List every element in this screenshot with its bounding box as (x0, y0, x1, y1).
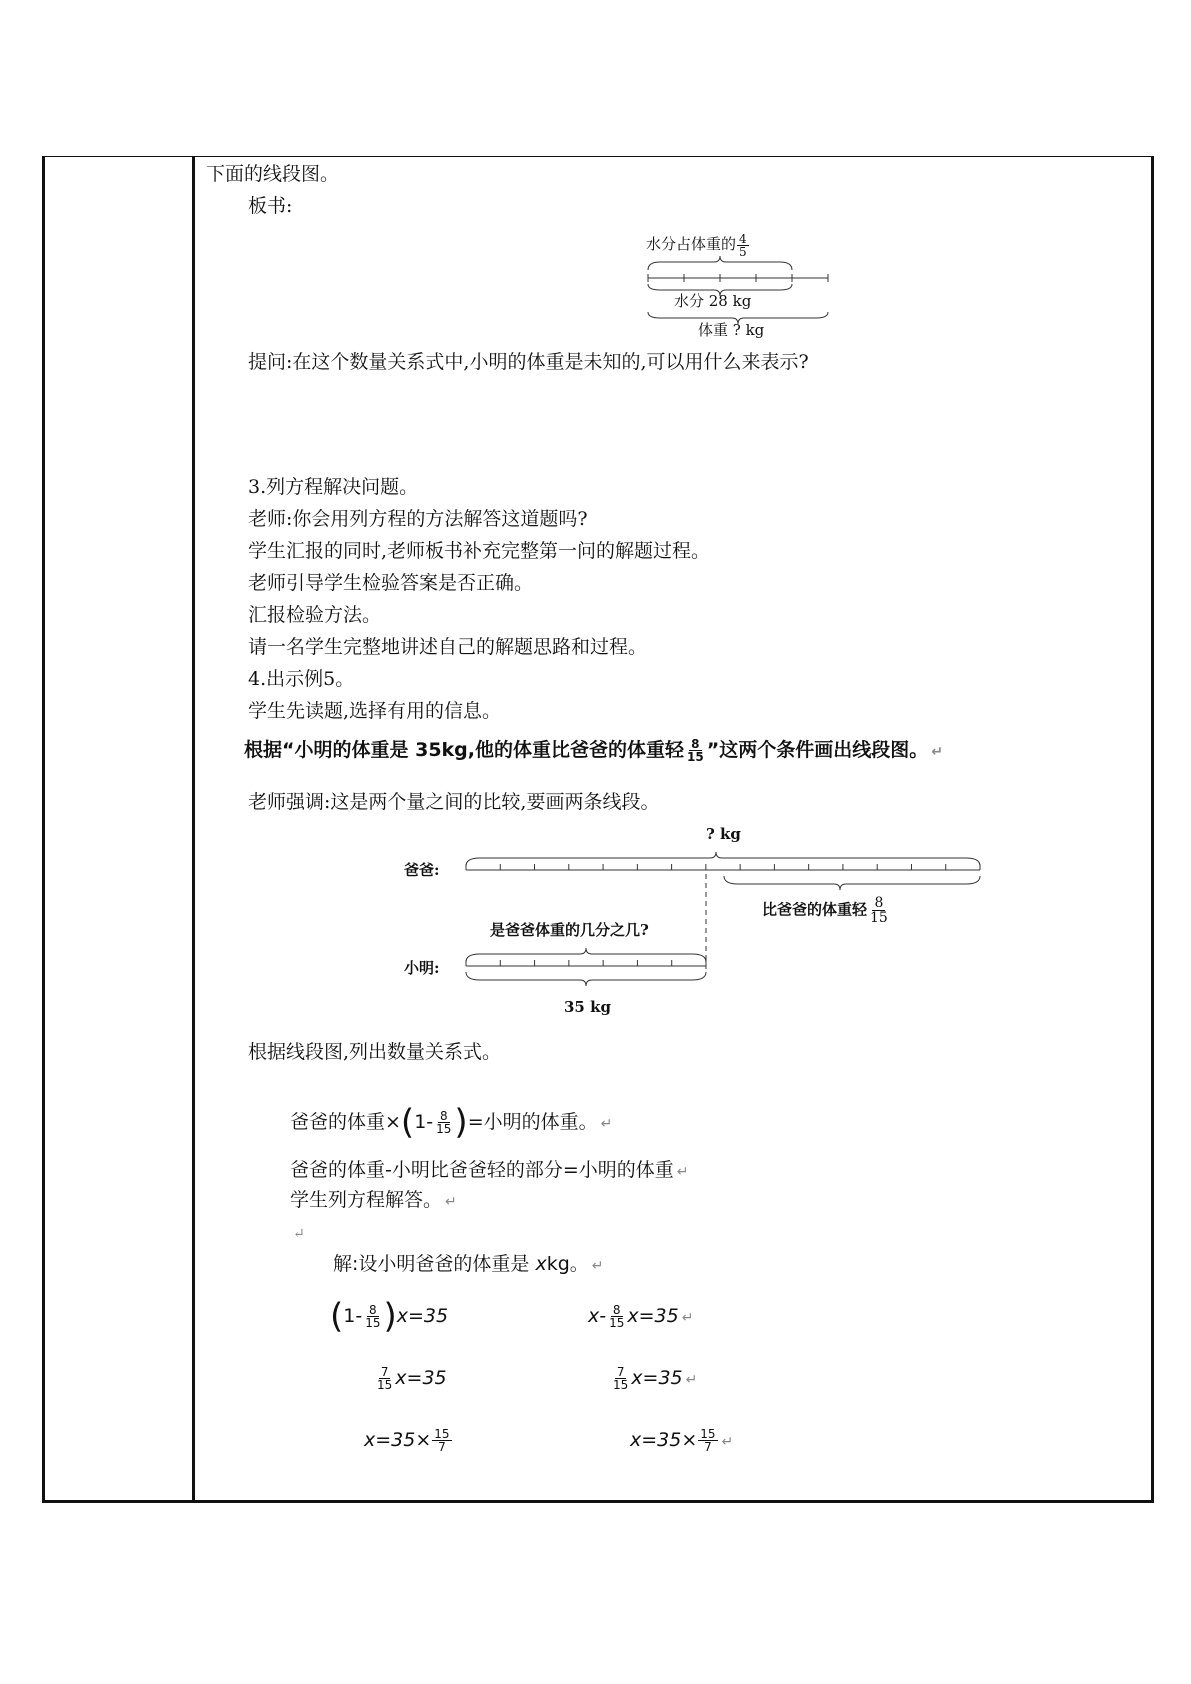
frac-den: 15 (609, 1316, 625, 1330)
frac-num: 8 (612, 1303, 621, 1317)
condition-prefix: 根据“小明的体重是 35kg,他的体重比爸爸的体重轻 (244, 739, 684, 761)
right-sol-rest: x=35 (627, 1305, 679, 1327)
relation-1-inner: 1- (414, 1111, 434, 1133)
board-label: 板书: (248, 195, 293, 217)
read-problem: 学生先读题,选择有用的信息。 (248, 700, 502, 722)
student-solve-text: 学生列方程解答。 (290, 1189, 443, 1211)
water-fraction-label (646, 232, 750, 258)
frac-num: 4 (739, 231, 747, 246)
question-label: 是爸爸体重的几分之几? (490, 921, 649, 939)
frac-den: 15 (377, 1378, 393, 1392)
teacher-guide: 老师引导学生检验答案是否正确。 (248, 572, 534, 594)
frac-num: 15 (700, 1427, 716, 1441)
weight-kg-label: 体重 ? kg (698, 321, 765, 339)
frac-num: 8 (691, 737, 700, 751)
report-check: 汇报检验方法。 (248, 604, 382, 626)
frac-den: 15 (687, 750, 704, 764)
intro-line: 下面的线段图。 (206, 163, 340, 185)
dad-unknown-label: ? kg (706, 825, 741, 843)
frac-den: 15 (436, 1122, 452, 1136)
solution-intro: 解:设小明爸爸的体重是 xkg。 ↵ (333, 1253, 604, 1275)
ask-student: 请一名学生完整地讲述自己的解题思路和过程。 (248, 636, 648, 658)
column-divider (192, 156, 195, 1503)
left-sol-rest: x=35 (396, 1305, 449, 1327)
dad-label: 爸爸: (404, 861, 440, 879)
frac-den: 7 (438, 1440, 446, 1454)
ming-weight-label: 35 kg (564, 998, 611, 1016)
student-report: 学生汇报的同时,老师板书补充完整第一问的解题过程。 (248, 540, 711, 562)
step4-title: 4.出示例5。 (248, 668, 355, 690)
frac-den: 15 (613, 1378, 629, 1392)
left-sol-rest: x=35 (395, 1367, 447, 1389)
right-solution-line3: x=35× $\frac{15}{7}$ ↵ (630, 1427, 734, 1454)
lighter-label (762, 896, 891, 925)
right-sol-prefix: x- (588, 1305, 607, 1327)
relation-1-right: =小明的体重。 (467, 1111, 598, 1133)
solution-intro-suffix: kg。 (546, 1253, 589, 1275)
question-text: 提问:在这个数量关系式中,小明的体重是未知的,可以用什么来表示? (248, 351, 809, 373)
lighter-text: 比爸爸的体重轻 (762, 900, 868, 919)
teacher-emphasis: 老师强调:这是两个量之间的比较,要画两条线段。 (248, 791, 660, 813)
frac-den: 7 (704, 1440, 712, 1454)
water-fraction-text: 水分占体重的 (646, 235, 737, 253)
right-solution-line1: x- $\frac{8}{15}$ x=35 ↵ (588, 1303, 694, 1330)
condition-line: 根据“小明的体重是 35kg,他的体重比爸爸的体重轻 $\frac{8}{15}$ ”这两个条件画出线段图。 ↵ (244, 737, 943, 764)
right-solution-line2: $\frac{7}{15}$ x=35 ↵ (613, 1365, 698, 1392)
blank-line: ↵ (293, 1226, 305, 1242)
left-sol-prefix: x=35× (364, 1429, 432, 1451)
frac-den: 15 (870, 910, 888, 926)
frac-num: 7 (380, 1365, 389, 1379)
frac-num: 15 (434, 1427, 450, 1441)
frac-den: 15 (365, 1316, 381, 1330)
relation-1-left: 爸爸的体重× (290, 1111, 401, 1133)
relation-1: 爸爸的体重×(1- $\frac{8}{15}$ )=小明的体重。 ↵ (290, 1102, 613, 1143)
frac-num: 8 (874, 895, 884, 911)
solution-intro-prefix: 解:设小明爸爸的体重是 (333, 1253, 536, 1275)
left-sol-inner: 1- (343, 1305, 363, 1327)
left-solution-line3 (364, 1428, 453, 1453)
frac-den: 5 (739, 244, 747, 259)
relation-2: 爸爸的体重-小明比爸爸轻的部分=小明的体重 ↵ (290, 1159, 689, 1181)
ming-label: 小明: (404, 959, 440, 977)
relation-intro: 根据线段图,列出数量关系式。 (248, 1041, 502, 1063)
frac-num: 8 (439, 1109, 448, 1123)
right-sol-prefix: x=35× (630, 1429, 698, 1451)
frac-num: 7 (616, 1365, 625, 1379)
left-solution-line1: (1- $\frac{8}{15}$ )x=35 (330, 1296, 449, 1337)
water-kg-label: 水分 28 kg (674, 292, 752, 310)
step3-title: 3.列方程解决问题。 (248, 476, 419, 498)
left-solution-line2 (374, 1366, 447, 1391)
solution-var: x (535, 1253, 547, 1275)
student-solve: 学生列方程解答。 ↵ (290, 1189, 457, 1211)
teacher-question: 老师:你会用列方程的方法解答这道题吗? (248, 508, 588, 530)
frac-num: 8 (369, 1303, 377, 1317)
relation-2-text: 爸爸的体重-小明比爸爸轻的部分=小明的体重 (290, 1159, 674, 1181)
right-sol-rest: x=35 (631, 1367, 683, 1389)
condition-suffix: ”这两个条件画出线段图。 (706, 739, 929, 761)
